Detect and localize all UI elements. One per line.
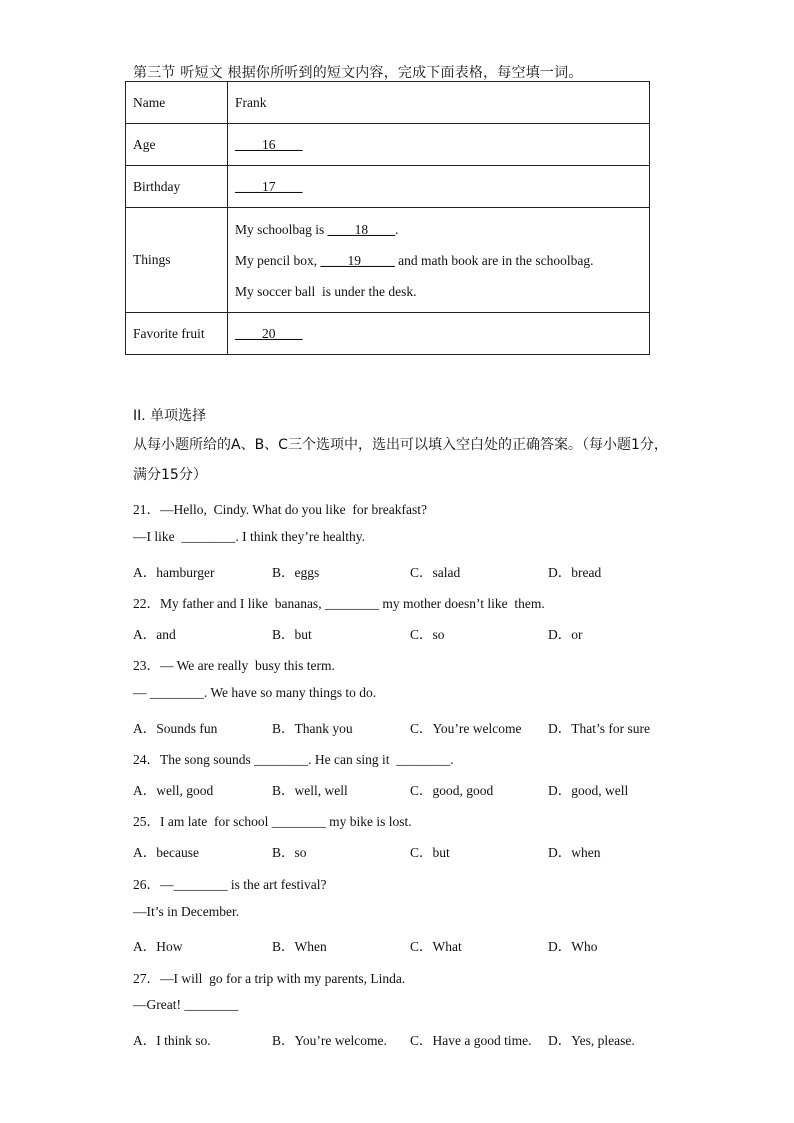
question-27-line-1: 27．—I will go for a trip with my parents, Linda. — [133, 971, 406, 986]
info-table — [125, 81, 650, 355]
section2-instruction: 从每小题所给的A、B、C三个选项中，选出可以填入空白处的正确答案。（每小题1分，满分15分） — [133, 437, 668, 483]
answer-blank-20[interactable]: ____20____ — [235, 325, 303, 341]
option-a[interactable]: A．hamburger — [133, 565, 215, 580]
option-a[interactable]: A．I think so. — [133, 1033, 211, 1048]
answer-blank-18[interactable]: ____18____ — [327, 221, 396, 237]
question-26-options — [133, 935, 693, 953]
option-b[interactable]: B．You’re welcome. — [272, 1033, 387, 1048]
table-row — [126, 124, 650, 166]
question-21-line-2: —I like ________. I think they’re healthy. — [133, 529, 365, 544]
option-b[interactable]: B．but — [272, 627, 312, 642]
option-a[interactable]: A．Sounds fun — [133, 721, 218, 736]
things-line-1: My schoolbag is ____18____. — [235, 221, 399, 237]
question-21-line-1: 21．—Hello, Cindy. What do you like for breakfast? — [133, 502, 427, 517]
option-b[interactable]: B．well, well — [272, 783, 348, 798]
answer-blank-17[interactable]: ____17____ — [235, 178, 303, 194]
table-row — [126, 82, 650, 124]
option-d[interactable]: D．when — [548, 845, 601, 860]
things-line-3: My soccer ball is under the desk. — [235, 283, 417, 299]
option-b[interactable]: B．so — [272, 845, 307, 860]
option-b[interactable]: B．When — [272, 939, 327, 954]
question-22-options — [133, 623, 693, 641]
option-a[interactable]: A．How — [133, 939, 183, 954]
question-25-options — [133, 841, 693, 859]
question-27-options — [133, 1029, 693, 1047]
option-c[interactable]: C．salad — [410, 565, 461, 580]
question-23-line-1: 23．— We are really busy this term. — [133, 658, 335, 673]
question-23-line-2: — ________. We have so many things to do. — [133, 685, 377, 700]
table-row — [126, 313, 650, 355]
answer-blank-16[interactable]: ____16____ — [235, 136, 303, 152]
option-d[interactable]: D．bread — [548, 565, 602, 580]
question-26-line-1: 26．—________ is the art festival? — [133, 877, 327, 892]
table-row — [126, 166, 650, 208]
option-a[interactable]: A．because — [133, 845, 199, 860]
question-23-options — [133, 717, 693, 735]
question-27-line-2: —Great! ________ — [133, 997, 239, 1012]
option-d[interactable]: D．good, well — [548, 783, 629, 798]
things-line-2: My pencil box, ____19_____ and math book are in the schoolbag. — [235, 252, 594, 268]
option-c[interactable]: C．Have a good time. — [410, 1033, 532, 1048]
table-row — [126, 208, 650, 313]
option-d[interactable]: D．or — [548, 627, 583, 642]
question-24-options — [133, 779, 693, 797]
option-a[interactable]: A．and — [133, 627, 176, 642]
section3-title: 第三节 听短文 根据你所听到的短文内容，完成下面表格，每空填一词。 — [133, 65, 583, 81]
row-label: Favorite fruit — [126, 313, 228, 355]
option-c[interactable]: C．so — [410, 627, 445, 642]
answer-blank-19[interactable]: ____19_____ — [320, 252, 395, 268]
question-22-line-1: 22．My father and I like bananas, ________ my mother doesn’t like them. — [133, 596, 545, 611]
option-c[interactable]: C．You’re welcome — [410, 721, 522, 736]
section2-heading: II. 单项选择 — [133, 408, 207, 424]
row-label: Name — [126, 82, 228, 124]
row-label: Age — [126, 124, 228, 166]
option-b[interactable]: B．Thank you — [272, 721, 353, 736]
option-d[interactable]: D．Who — [548, 939, 598, 954]
row-label: Birthday — [126, 166, 228, 208]
option-d[interactable]: D．Yes, please. — [548, 1033, 635, 1048]
row-label: Things — [126, 208, 228, 313]
option-c[interactable]: C．What — [410, 939, 462, 954]
option-c[interactable]: C．good, good — [410, 783, 494, 798]
question-26-line-2: —It’s in December. — [133, 904, 240, 919]
question-21-options — [133, 561, 693, 579]
option-a[interactable]: A．well, good — [133, 783, 214, 798]
option-b[interactable]: B．eggs — [272, 565, 320, 580]
question-24-line-1: 24．The song sounds ________. He can sing it ________. — [133, 752, 454, 767]
option-d[interactable]: D．That’s for sure — [548, 721, 650, 736]
question-25-line-1: 25．I am late for school ________ my bike is lost. — [133, 814, 412, 829]
option-c[interactable]: C．but — [410, 845, 450, 860]
row-value: Frank — [228, 82, 650, 124]
